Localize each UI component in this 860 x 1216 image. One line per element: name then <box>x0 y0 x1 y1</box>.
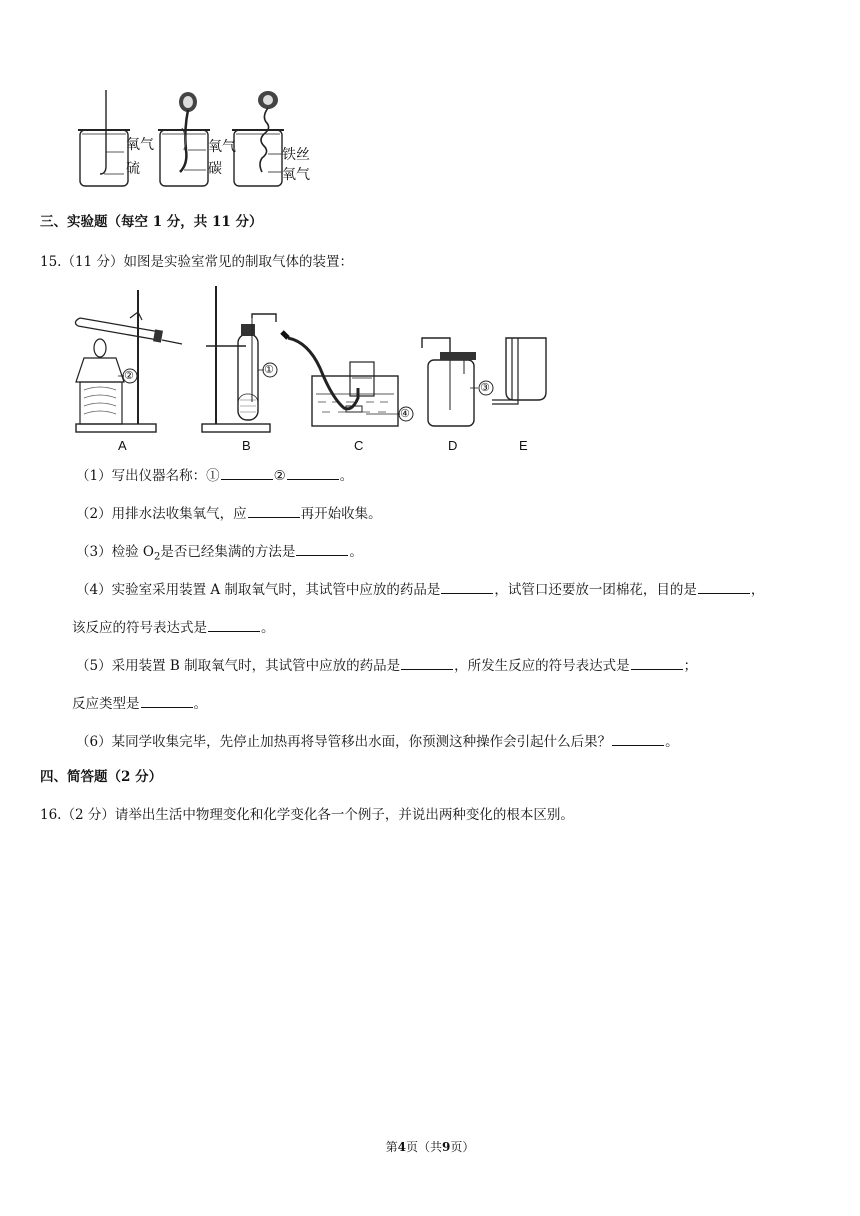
answer-blank-6[interactable] <box>698 581 750 594</box>
jar2-label-carbon: 碳 <box>208 160 222 176</box>
gas-apparatus-figure <box>66 282 556 458</box>
page-footer: 第4页（共9页） <box>385 1140 475 1154</box>
question-15-2: （2）用排水法收集氧气，应 再开始收集。 <box>76 506 382 522</box>
apparatus-label-d: D <box>448 438 458 453</box>
combustion-jars-figure <box>70 88 330 192</box>
question-15-6: （6）某同学收集完毕，先停止加热再将导管移出水面，你预测这种操作会引起什么后果？ 。 <box>76 734 679 750</box>
answer-blank-9[interactable] <box>631 657 683 670</box>
question-15-3: （3）检验 $O_2$是否已经集满的方法是 。 <box>76 544 363 563</box>
apparatus-label-e: E <box>519 438 528 453</box>
jar1-label-sulfur: 硫 <box>126 160 140 176</box>
total-pages: 9 <box>442 1140 451 1154</box>
jar3-label-iron-wire: 铁丝 <box>282 146 310 162</box>
marker-3: ③ <box>480 381 490 394</box>
question-15-5: （5）采用装置 B 制取氧气时，其试管中应放的药品是 ，所发生反应的符号表达式是 ； <box>76 658 698 674</box>
answer-blank-2[interactable] <box>287 467 339 480</box>
apparatus-label-b: B <box>242 438 251 453</box>
answer-blank-11[interactable] <box>612 733 664 746</box>
jar1-label-oxygen: 氧气 <box>126 136 154 152</box>
marker-2: ② <box>124 369 134 382</box>
answer-blank-7[interactable] <box>208 619 260 632</box>
apparatus-label-c: C <box>354 438 364 453</box>
question-15-stem: 15.（11 分）如图是实验室常见的制取气体的装置： <box>40 254 353 270</box>
current-page-number: 4 <box>397 1140 406 1154</box>
answer-blank-10[interactable] <box>141 695 193 708</box>
jar2-label-oxygen: 氧气 <box>208 138 236 154</box>
answer-blank-4[interactable] <box>296 543 348 556</box>
question-15-4-line2: 该反应的符号表达式是 。 <box>72 620 275 636</box>
question-15-1: （1）写出仪器名称：① ② 。 <box>76 468 354 484</box>
marker-1: ① <box>264 363 274 376</box>
answer-blank-1[interactable] <box>221 467 273 480</box>
apparatus-label-a: A <box>118 438 127 453</box>
answer-blank-8[interactable] <box>401 657 453 670</box>
marker-4: ④ <box>400 407 410 420</box>
answer-blank-5[interactable] <box>441 581 493 594</box>
question-15-4: （4）实验室采用装置 A 制取氧气时，其试管中应放的药品是 ，试管口还要放一团棉花，目的是 ， <box>76 582 765 598</box>
section4-heading: 四、简答题（2 分） <box>40 769 163 785</box>
answer-blank-3[interactable] <box>248 505 300 518</box>
question-16: 16.（2 分）请举出生活中物理变化和化学变化各一个例子，并说出两种变化的根本区别。 <box>40 807 574 823</box>
jar3-label-oxygen: 氧气 <box>282 166 310 182</box>
section3-heading: 三、实验题（每空 1 分，共 11 分） <box>40 214 263 230</box>
question-15-5-line2: 反应类型是 。 <box>72 696 207 712</box>
